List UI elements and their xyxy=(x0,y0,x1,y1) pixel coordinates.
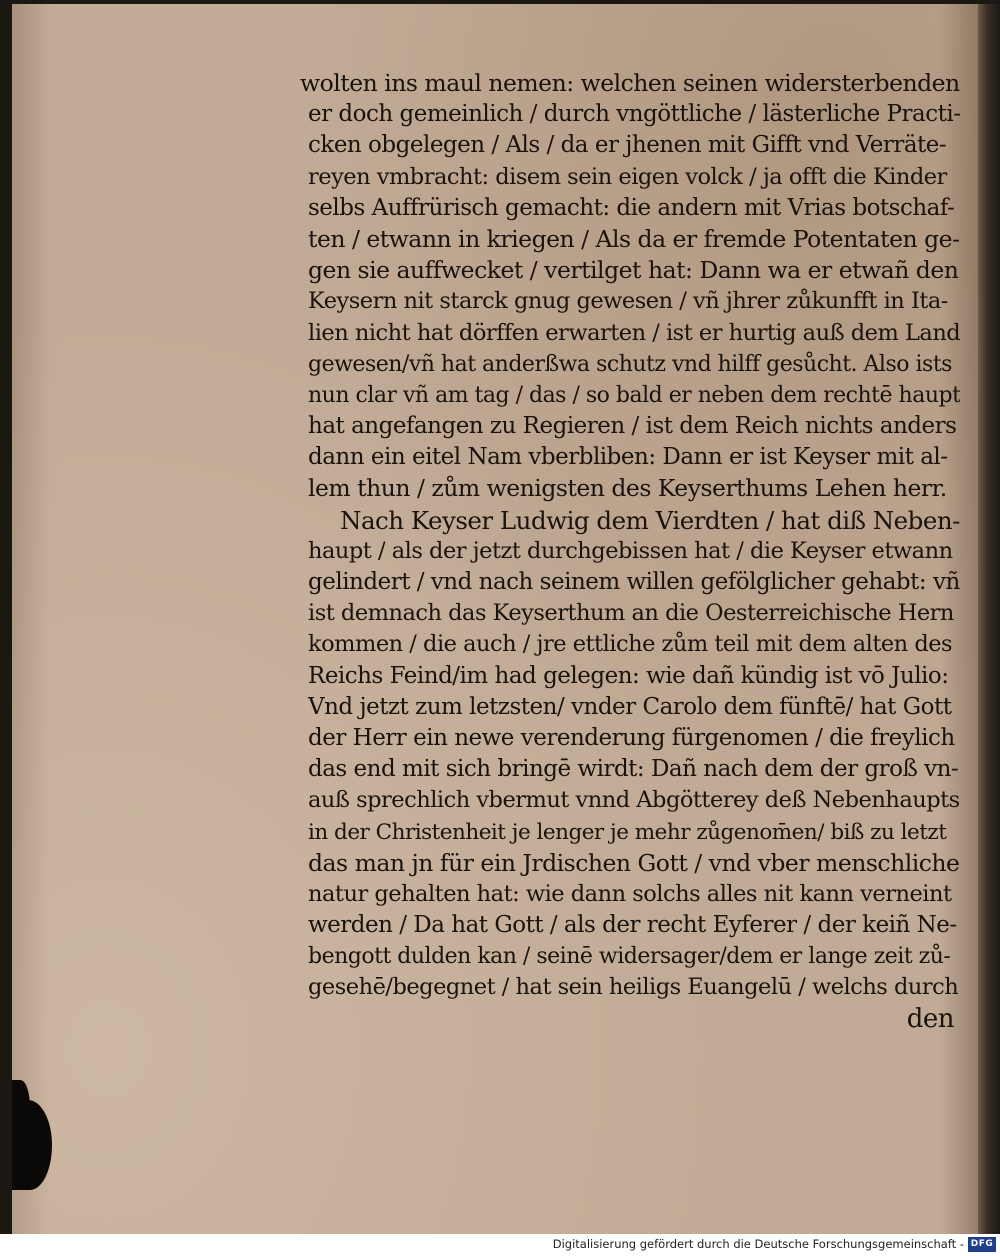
text-line: kommen / die auch / jre ettliche zům teil mit dem alten des xyxy=(308,631,953,658)
text-line: auß sprechlich vbermut vnnd Abgötterey deß Nebenhaupts xyxy=(308,787,960,814)
text-line: der Herr ein newe verenderung fürgenomen / die freylich xyxy=(308,724,955,751)
text-line: Keysern nit starck gnug gewesen / vñ jhrer zůkunfft in Ita- xyxy=(308,288,948,315)
catchword: den xyxy=(906,1003,954,1034)
text-line: das end mit sich bringē wirdt: Dañ nach dem der groß vn- xyxy=(308,756,959,783)
dfg-logo: DFG xyxy=(968,1237,996,1252)
text-line: cken obgelegen / Als / da er jhenen mit Gifft vnd Verräte- xyxy=(308,132,947,159)
text-line: in der Christenheit je lenger je mehr zůgenom̄en/ biß zu letzt xyxy=(308,819,947,845)
text-line: werden / Da hat Gott / als der recht Eyferer / der keiñ Ne- xyxy=(308,912,957,939)
text-line: hat angefangen zu Regieren / ist dem Reich nichts anders xyxy=(308,413,957,440)
paper-damage xyxy=(12,1080,30,1130)
text-line: Nach Keyser Ludwig dem Vierdten / hat diß Neben- xyxy=(340,505,960,535)
page-text-block xyxy=(300,68,960,1035)
text-line: ten / etwann in kriegen / Als da er fremde Potentaten ge- xyxy=(308,224,960,253)
text-line: lien nicht hat dörffen erwarten / ist er hurtig auß dem Land xyxy=(308,319,960,346)
text-line: dann ein eitel Nam vberbliben: Dann er ist Keyser mit al- xyxy=(308,444,948,471)
text-line: gelindert / vnd nach seinem willen gefölglicher gehabt: vñ xyxy=(308,569,960,595)
page-edge xyxy=(978,4,1000,1234)
text-line: nun clar vñ am tag / das / so bald er neben dem rechtē haupt xyxy=(308,382,960,408)
text-line: bengott dulden kan / seinē widersager/dem er lange zeit zů- xyxy=(308,944,951,970)
text-line: selbs Auffrürisch gemacht: die andern mit Vrias botschaf- xyxy=(308,194,955,221)
text-line: gewesen/vñ hat anderßwa schutz vnd hilff gesůcht. Also ists xyxy=(308,351,952,377)
text-line: gen sie auffwecket / vertilget hat: Dann wa er etwañ den xyxy=(308,256,959,285)
text-line: das man jn für ein Jrdischen Gott / vnd vber menschliche xyxy=(308,848,960,877)
text-line: haupt / als der jetzt durchgebissen hat / die Keyser etwann xyxy=(308,537,953,564)
text-line: reyen vmbracht: disem sein eigen volck / ja offt die Kinder xyxy=(308,163,947,190)
text-line: wolten ins maul nemen: welchen seinen widersterbenden xyxy=(300,69,960,97)
text-line: natur gehalten hat: wie dann solchs alles nit kann verneint xyxy=(308,880,952,907)
footer-bar xyxy=(0,1234,1000,1256)
text-line: ist demnach das Keyserthum an die Oesterreichische Hern xyxy=(308,600,954,627)
text-line: Vnd jetzt zum letzsten/ vnder Carolo dem fünftē/ hat Gott xyxy=(308,693,952,720)
text-line: gesehē/begegnet / hat sein heiligs Euangelū / welchs durch xyxy=(308,974,959,1001)
funding-credit: Digitalisierung gefördert durch die Deutsche Forschungsgemeinschaft - xyxy=(552,1237,964,1251)
text-line: Reichs Feind/im had gelegen: wie dañ kündig ist vō Julio: xyxy=(308,662,949,689)
text-line: er doch gemeinlich / durch vngöttliche / lästerliche Practi- xyxy=(308,101,960,128)
text-line: lem thun / zům wenigsten des Keyserthums Lehen herr. xyxy=(308,474,947,503)
